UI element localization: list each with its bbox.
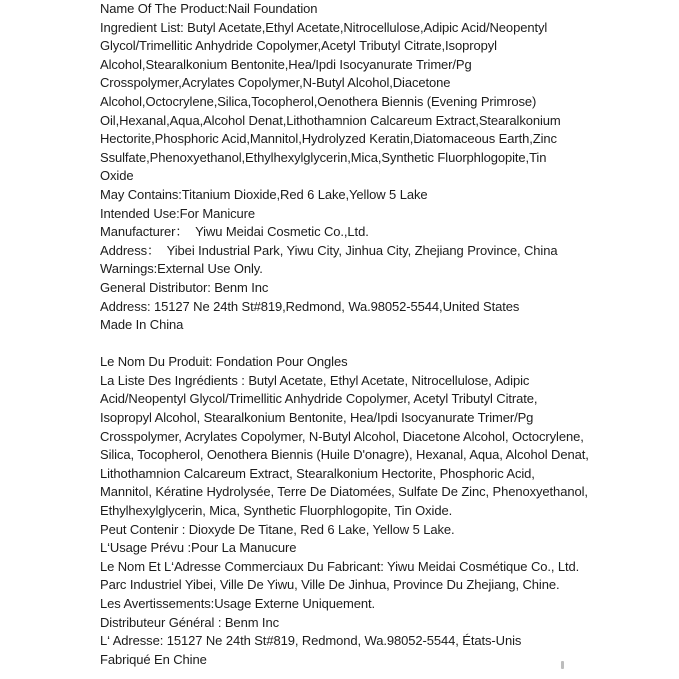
- text-line: Warnings:External Use Only.: [100, 261, 263, 277]
- french-label-section: [100, 353, 645, 669]
- text-line: La Liste Des Ingrédients : Butyl Acetate, Ethyl Acetate, Nitrocellulose, Adipic: [100, 372, 530, 388]
- text-line: L‘Usage Prévu :Pour La Manucure: [100, 540, 297, 556]
- text-line: Hectorite,Phosphoric Acid,Mannitol,Hydrolyzed Keratin,Diatomaceous Earth,Zinc: [100, 131, 557, 147]
- text-line: Le Nom Et L‘Adresse Commerciaux Du Fabricant: Yiwu Meidai Cosmétique Co., Ltd.: [100, 558, 580, 574]
- text-line: Lithothamnion Calcareum Extract, Stearalkonium Hectorite, Phosphoric Acid,: [100, 465, 535, 481]
- text-line: Crosspolymer,Acrylates Copolymer,N-Butyl Alcohol,Diacetone: [100, 75, 451, 91]
- text-line: Le Nom Du Produit: Fondation Pour Ongles: [100, 354, 348, 370]
- text-line: Silica, Tocopherol, Oenothera Biennis (Huile D'onagre), Hexanal, Aqua, Alcohol Denat,: [100, 447, 589, 463]
- text-line: Isopropyl Alcohol, Stearalkonium Bentonite, Hea/Ipdi Isocyanurate Trimer/Pg: [100, 410, 534, 426]
- text-line: May Contains:Titanium Dioxide,Red 6 Lake,Yellow 5 Lake: [100, 186, 428, 202]
- text-line: Address: 15127 Ne 24th St#819,Redmond, Wa.98052-5544,United States: [100, 298, 520, 314]
- text-line: Oxide: [100, 168, 134, 184]
- scan-speck-artifact: [561, 661, 564, 669]
- text-line: Parc Industriel Yibei, Ville De Yiwu, Ville De Jinhua, Province Du Zhejiang, Chine.: [100, 577, 560, 593]
- text-line: Oil,Hexanal,Aqua,Alcohol Denat,Lithothamnion Calcareum Extract,Stearalkonium: [100, 112, 561, 128]
- english-label-section: [100, 0, 645, 335]
- text-line: Crosspolymer, Acrylates Copolymer, N-Butyl Alcohol, Diacetone Alcohol, Octocrylene,: [100, 428, 584, 444]
- text-line: Mannitol, Kératine Hydrolysée, Terre De Diatomées, Sulfate De Zinc, Phenoxyethanol,: [100, 484, 588, 500]
- text-line: L‘ Adresse: 15127 Ne 24th St#819, Redmond, Wa.98052-5544, États-Unis: [100, 633, 522, 649]
- text-line: Made In China: [100, 317, 184, 333]
- text-line: Intended Use:For Manicure: [100, 205, 256, 221]
- text-line: Ssulfate,Phenoxyethanol,Ethylhexylglycerin,Mica,Synthetic Fluorphlogopite,Tin: [100, 149, 547, 165]
- text-line: Ethylhexylglycerin, Mica, Synthetic Fluorphlogopite, Tin Oxide.: [100, 503, 453, 519]
- text-line: Glycol/Trimellitic Anhydride Copolymer,Acetyl Tributyl Citrate,Isopropyl: [100, 38, 497, 54]
- text-line: Manufacturer： Yiwu Meidai Cosmetic Co.,Ltd.: [100, 224, 369, 240]
- text-line: Name Of The Product:Nail Foundation: [100, 1, 318, 16]
- text-line: General Distributor: Benm Inc: [100, 279, 269, 295]
- text-line: Fabriqué En Chine: [100, 651, 207, 667]
- text-line: Acid/Neopentyl Glycol/Trimellitic Anhydride Copolymer, Acetyl Tributyl Citrate,: [100, 391, 538, 407]
- text-line: Alcohol,Stearalkonium Bentonite,Hea/Ipdi Isocyanurate Trimer/Pg: [100, 56, 472, 72]
- text-line: Ingredient List: Butyl Acetate,Ethyl Acetate,Nitrocellulose,Adipic Acid/Neopentyl: [100, 19, 548, 35]
- text-line: Address： Yibei Industrial Park, Yiwu City, Jinhua City, Zhejiang Province, China: [100, 242, 558, 258]
- text-line: Alcohol,Octocrylene,Silica,Tocopherol,Oenothera Biennis (Evening Primrose): [100, 93, 537, 109]
- text-line: Les Avertissements:Usage Externe Uniquement.: [100, 596, 376, 611]
- text-line: Peut Contenir : Dioxyde De Titane, Red 6 Lake, Yellow 5 Lake.: [100, 521, 455, 537]
- label-text-block: [100, 0, 645, 669]
- text-line: Distributeur Général : Benm Inc: [100, 614, 279, 630]
